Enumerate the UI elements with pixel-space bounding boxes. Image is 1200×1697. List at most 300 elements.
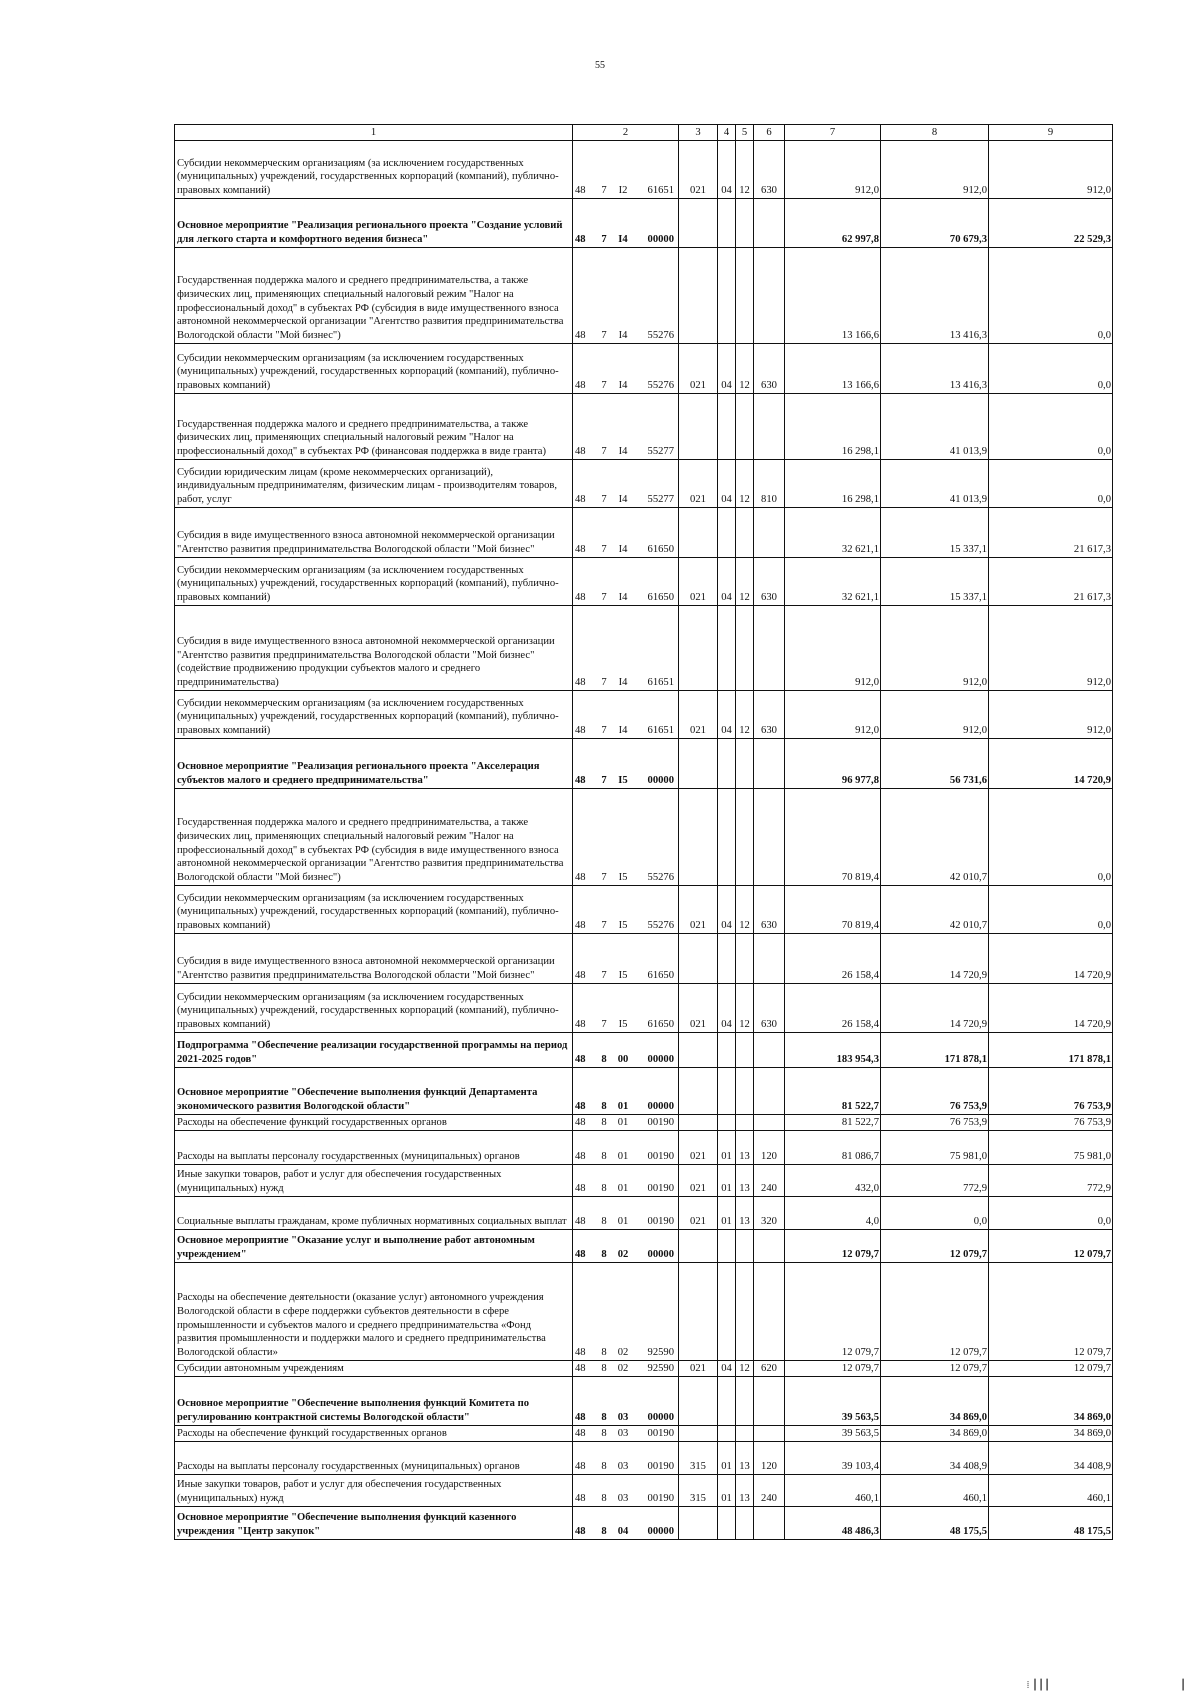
code-part: 48 <box>575 725 586 737</box>
table-row <box>175 460 1113 508</box>
row-subsection-cell <box>736 248 754 344</box>
row-value-9-cell: 34 869,0 <box>989 1377 1113 1426</box>
row-subsection-cell <box>736 1033 754 1068</box>
code-part: 48 <box>575 544 586 556</box>
table-body <box>175 141 1113 1540</box>
row-value-7-cell: 70 819,4 <box>785 886 881 934</box>
code-part: 55276 <box>647 872 674 884</box>
code-part: 48 <box>575 1461 586 1473</box>
code-part: 8 <box>601 1151 607 1163</box>
row-ministry-cell <box>679 1426 718 1442</box>
row-code-cell <box>573 934 679 984</box>
row-ministry-cell <box>679 1507 718 1540</box>
row-expense-type-cell <box>754 1068 785 1115</box>
row-value-7-cell: 39 563,5 <box>785 1426 881 1442</box>
code-parts <box>575 969 674 983</box>
row-expense-type-cell <box>754 606 785 691</box>
row-section-cell: 04 <box>718 691 736 739</box>
row-value-8-cell: 460,1 <box>881 1475 989 1507</box>
row-name-cell: Социальные выплаты гражданам, кроме публичных нормативных социальных выплат <box>175 1197 573 1230</box>
code-part: 8 <box>601 1363 607 1375</box>
table-row <box>175 1377 1113 1426</box>
row-subsection-cell <box>736 1507 754 1540</box>
code-part: 00190 <box>647 1493 674 1505</box>
row-code-cell <box>573 739 679 789</box>
row-subsection-cell: 12 <box>736 558 754 606</box>
row-value-7-cell: 13 166,6 <box>785 344 881 394</box>
code-part: 61650 <box>647 1019 674 1031</box>
row-expense-type-cell <box>754 1507 785 1540</box>
row-value-9-cell: 0,0 <box>989 460 1113 508</box>
row-value-8-cell: 15 337,1 <box>881 558 989 606</box>
table-row <box>175 1165 1113 1197</box>
row-value-7-cell: 32 621,1 <box>785 508 881 558</box>
row-value-7-cell: 26 158,4 <box>785 984 881 1033</box>
code-part: 00 <box>617 1054 629 1066</box>
code-part: 8 <box>601 1428 607 1440</box>
row-value-7-cell: 32 621,1 <box>785 558 881 606</box>
row-name-cell: Субсидии некоммерческим организациям (за исключением государственных (муниципальных) учреждений, государственных корпораций (компаний), публично-правовых компаний) <box>175 886 573 934</box>
row-code-cell <box>573 1131 679 1165</box>
code-part: 55276 <box>647 380 674 392</box>
row-section-cell <box>718 606 736 691</box>
row-section-cell <box>718 1377 736 1426</box>
row-code-cell <box>573 1068 679 1115</box>
code-part: 7 <box>601 872 607 884</box>
row-ministry-cell <box>679 1377 718 1426</box>
row-section-cell <box>718 934 736 984</box>
code-parts <box>575 1182 674 1196</box>
row-value-9-cell: 0,0 <box>989 1197 1113 1230</box>
row-value-9-cell: 171 878,1 <box>989 1033 1113 1068</box>
header-cell: 4 <box>718 125 736 141</box>
row-ministry-cell: 021 <box>679 1165 718 1197</box>
row-expense-type-cell <box>754 1033 785 1068</box>
code-part: 8 <box>601 1526 607 1538</box>
table-row <box>175 1230 1113 1263</box>
code-part: I5 <box>618 775 628 787</box>
code-part: 8 <box>601 1101 607 1113</box>
row-subsection-cell <box>736 1115 754 1131</box>
row-section-cell: 04 <box>718 1361 736 1377</box>
code-part: 48 <box>575 446 586 458</box>
code-parts <box>575 233 674 247</box>
row-value-9-cell: 0,0 <box>989 248 1113 344</box>
code-part: 48 <box>575 494 586 506</box>
row-expense-type-cell <box>754 1230 785 1263</box>
row-ministry-cell <box>679 606 718 691</box>
row-section-cell: 04 <box>718 141 736 199</box>
code-part: 48 <box>575 1412 586 1424</box>
row-section-cell <box>718 248 736 344</box>
code-parts <box>575 1215 674 1229</box>
row-value-7-cell: 183 954,3 <box>785 1033 881 1068</box>
table-row <box>175 1475 1113 1507</box>
row-value-7-cell: 39 103,4 <box>785 1442 881 1475</box>
row-section-cell: 01 <box>718 1442 736 1475</box>
row-subsection-cell: 12 <box>736 886 754 934</box>
code-part: 48 <box>575 677 586 689</box>
budget-table <box>174 124 1113 1540</box>
row-section-cell: 01 <box>718 1197 736 1230</box>
row-value-9-cell: 12 079,7 <box>989 1263 1113 1361</box>
code-parts <box>575 329 674 343</box>
row-code-cell <box>573 789 679 886</box>
row-code-cell <box>573 1165 679 1197</box>
row-section-cell <box>718 1068 736 1115</box>
row-value-9-cell: 0,0 <box>989 789 1113 886</box>
row-value-8-cell: 12 079,7 <box>881 1361 989 1377</box>
row-value-8-cell: 912,0 <box>881 606 989 691</box>
code-part: 00000 <box>647 1054 674 1066</box>
row-section-cell <box>718 199 736 248</box>
code-part: I2 <box>618 185 628 197</box>
row-expense-type-cell <box>754 934 785 984</box>
code-part: 7 <box>601 185 607 197</box>
code-part: 01 <box>617 1183 629 1195</box>
code-parts <box>575 1346 674 1360</box>
code-part: 48 <box>575 970 586 982</box>
code-part: 7 <box>601 725 607 737</box>
row-section-cell: 01 <box>718 1131 736 1165</box>
row-value-9-cell: 14 720,9 <box>989 739 1113 789</box>
table-row <box>175 1131 1113 1165</box>
code-part: 01 <box>617 1151 629 1163</box>
row-subsection-cell <box>736 1230 754 1263</box>
row-code-cell <box>573 199 679 248</box>
table-row <box>175 558 1113 606</box>
row-value-7-cell: 4,0 <box>785 1197 881 1230</box>
row-name-cell: Основное мероприятие "Реализация регионального проекта "Создание условий для легкого старта и комфортного ведения бизнеса" <box>175 199 573 248</box>
code-part: 8 <box>601 1183 607 1195</box>
row-value-7-cell: 12 079,7 <box>785 1263 881 1361</box>
row-section-cell: 04 <box>718 344 736 394</box>
code-part: 8 <box>601 1249 607 1261</box>
row-code-cell <box>573 1426 679 1442</box>
row-ministry-cell: 021 <box>679 141 718 199</box>
code-parts <box>575 724 674 738</box>
code-part: 48 <box>575 1151 586 1163</box>
row-value-9-cell: 76 753,9 <box>989 1115 1113 1131</box>
row-code-cell <box>573 394 679 460</box>
row-value-7-cell: 70 819,4 <box>785 789 881 886</box>
row-name-cell: Расходы на выплаты персоналу государственных (муниципальных) органов <box>175 1442 573 1475</box>
code-part: 00000 <box>647 1249 674 1261</box>
row-subsection-cell: 13 <box>736 1165 754 1197</box>
row-value-9-cell: 76 753,9 <box>989 1068 1113 1115</box>
table-row <box>175 691 1113 739</box>
row-value-7-cell: 912,0 <box>785 691 881 739</box>
row-ministry-cell: 021 <box>679 691 718 739</box>
code-part: 00000 <box>647 1101 674 1113</box>
header-cell: 5 <box>736 125 754 141</box>
row-section-cell <box>718 739 736 789</box>
row-code-cell <box>573 606 679 691</box>
code-part: I4 <box>618 380 628 392</box>
row-value-9-cell: 912,0 <box>989 691 1113 739</box>
row-expense-type-cell <box>754 739 785 789</box>
row-value-9-cell: 14 720,9 <box>989 934 1113 984</box>
row-value-8-cell: 41 013,9 <box>881 460 989 508</box>
code-parts <box>575 871 674 885</box>
table-header-row <box>175 125 1113 141</box>
row-section-cell: 01 <box>718 1165 736 1197</box>
code-part: 48 <box>575 1363 586 1375</box>
row-value-8-cell: 34 869,0 <box>881 1426 989 1442</box>
row-expense-type-cell: 120 <box>754 1131 785 1165</box>
table-row <box>175 1263 1113 1361</box>
row-name-cell: Субсидия в виде имущественного взноса автономной некоммерческой организации "Агентство развития предпринимательства Вологодской области "Мой бизнес" (содействие продвижению продукции субъектов малого и среднего предпринимательства) <box>175 606 573 691</box>
row-value-9-cell: 12 079,7 <box>989 1230 1113 1263</box>
code-part: 48 <box>575 592 586 604</box>
row-value-9-cell: 460,1 <box>989 1475 1113 1507</box>
code-part: 48 <box>575 330 586 342</box>
row-expense-type-cell: 240 <box>754 1165 785 1197</box>
row-ministry-cell: 021 <box>679 1361 718 1377</box>
code-part: I4 <box>618 446 628 458</box>
row-code-cell <box>573 1197 679 1230</box>
code-part: 00000 <box>647 234 674 246</box>
code-part: 03 <box>617 1412 629 1424</box>
row-value-7-cell: 12 079,7 <box>785 1361 881 1377</box>
row-subsection-cell <box>736 394 754 460</box>
code-parts <box>575 1116 674 1130</box>
row-value-7-cell: 62 997,8 <box>785 199 881 248</box>
code-part: 7 <box>601 330 607 342</box>
code-part: 7 <box>601 1019 607 1031</box>
row-name-cell: Основное мероприятие "Обеспечение выполнения функций Департамента экономического развития Вологодской области" <box>175 1068 573 1115</box>
code-part: 00190 <box>647 1428 674 1440</box>
code-part: 00000 <box>647 1526 674 1538</box>
table-row <box>175 1197 1113 1230</box>
row-expense-type-cell <box>754 248 785 344</box>
row-value-7-cell: 912,0 <box>785 606 881 691</box>
row-subsection-cell <box>736 606 754 691</box>
row-code-cell <box>573 141 679 199</box>
code-part: 00190 <box>647 1151 674 1163</box>
code-part: 8 <box>601 1347 607 1359</box>
row-subsection-cell <box>736 1377 754 1426</box>
row-section-cell <box>718 789 736 886</box>
code-part: 7 <box>601 920 607 932</box>
code-part: 8 <box>601 1054 607 1066</box>
row-name-cell: Основное мероприятие "Обеспечение выполнения функций Комитета по регулированию контрактной системы Вологодской области" <box>175 1377 573 1426</box>
row-value-8-cell: 41 013,9 <box>881 394 989 460</box>
code-part: I4 <box>618 677 628 689</box>
table-row <box>175 344 1113 394</box>
header-cell: 3 <box>679 125 718 141</box>
code-parts <box>575 1150 674 1164</box>
table-row <box>175 934 1113 984</box>
code-part: 02 <box>617 1363 629 1375</box>
table-row <box>175 1442 1113 1475</box>
code-part: 04 <box>617 1526 629 1538</box>
code-part: 7 <box>601 775 607 787</box>
row-ministry-cell: 021 <box>679 1131 718 1165</box>
table-row <box>175 886 1113 934</box>
code-part: 7 <box>601 380 607 392</box>
row-value-7-cell: 432,0 <box>785 1165 881 1197</box>
row-name-cell: Субсидии автономным учреждениям <box>175 1361 573 1377</box>
row-value-7-cell: 96 977,8 <box>785 739 881 789</box>
code-part: 48 <box>575 1493 586 1505</box>
code-part: 7 <box>601 234 607 246</box>
code-part: 48 <box>575 1117 586 1129</box>
row-ministry-cell: 021 <box>679 558 718 606</box>
row-value-7-cell: 48 486,3 <box>785 1507 881 1540</box>
row-ministry-cell: 021 <box>679 344 718 394</box>
row-code-cell <box>573 344 679 394</box>
code-part: 48 <box>575 234 586 246</box>
row-expense-type-cell <box>754 1426 785 1442</box>
row-value-7-cell: 16 298,1 <box>785 394 881 460</box>
row-expense-type-cell: 120 <box>754 1442 785 1475</box>
code-part: 03 <box>617 1493 629 1505</box>
code-part: 8 <box>601 1117 607 1129</box>
code-parts <box>575 379 674 393</box>
row-name-cell: Государственная поддержка малого и среднего предпринимательства, а также физических лиц, применяющих специальный налоговый режим "Налог на профессиональный доход" в субъектах РФ (субсидия в виде имущественного взноса автономной некоммерческой организации "Агентство развития предпринимательства Вологодской области "Мой бизнес") <box>175 248 573 344</box>
code-part: 00190 <box>647 1117 674 1129</box>
code-part: 48 <box>575 1054 586 1066</box>
code-parts <box>575 1492 674 1506</box>
row-value-7-cell: 912,0 <box>785 141 881 199</box>
code-parts <box>575 591 674 605</box>
row-value-7-cell: 26 158,4 <box>785 934 881 984</box>
row-value-8-cell: 76 753,9 <box>881 1115 989 1131</box>
row-section-cell: 04 <box>718 460 736 508</box>
row-code-cell <box>573 1263 679 1361</box>
table-row <box>175 1033 1113 1068</box>
code-part: 48 <box>575 872 586 884</box>
row-value-8-cell: 48 175,5 <box>881 1507 989 1540</box>
row-name-cell: Основное мероприятие "Оказание услуг и выполнение работ автономным учреждением" <box>175 1230 573 1263</box>
row-code-cell <box>573 1115 679 1131</box>
row-code-cell <box>573 984 679 1033</box>
scan-mark: ⁞ ┃┃┃ <box>1026 1680 1050 1691</box>
row-code-cell <box>573 1033 679 1068</box>
row-value-8-cell: 75 981,0 <box>881 1131 989 1165</box>
row-expense-type-cell: 630 <box>754 558 785 606</box>
code-part: 7 <box>601 446 607 458</box>
row-name-cell: Субсидии некоммерческим организациям (за исключением государственных (муниципальных) учреждений, государственных корпораций (компаний), публично-правовых компаний) <box>175 141 573 199</box>
row-expense-type-cell: 810 <box>754 460 785 508</box>
row-code-cell <box>573 248 679 344</box>
row-ministry-cell <box>679 394 718 460</box>
code-parts <box>575 774 674 788</box>
code-part: I5 <box>618 970 628 982</box>
row-subsection-cell: 13 <box>736 1442 754 1475</box>
code-part: 48 <box>575 1183 586 1195</box>
code-part: 92590 <box>647 1363 674 1375</box>
code-part: I5 <box>618 1019 628 1031</box>
code-part: 92590 <box>647 1347 674 1359</box>
code-parts <box>575 1100 674 1114</box>
row-name-cell: Расходы на выплаты персоналу государственных (муниципальных) органов <box>175 1131 573 1165</box>
code-part: I4 <box>618 544 628 556</box>
code-part: I4 <box>618 330 628 342</box>
row-expense-type-cell: 320 <box>754 1197 785 1230</box>
table-row <box>175 508 1113 558</box>
code-part: 48 <box>575 1101 586 1113</box>
row-expense-type-cell: 630 <box>754 886 785 934</box>
code-parts <box>575 493 674 507</box>
table-row <box>175 394 1113 460</box>
row-name-cell: Субсидия в виде имущественного взноса автономной некоммерческой организации "Агентство развития предпринимательства Вологодской области "Мой бизнес" <box>175 508 573 558</box>
code-part: 00000 <box>647 775 674 787</box>
row-ministry-cell: 021 <box>679 886 718 934</box>
header-cell: 2 <box>573 125 679 141</box>
row-value-8-cell: 13 416,3 <box>881 248 989 344</box>
row-value-8-cell: 14 720,9 <box>881 934 989 984</box>
row-value-9-cell: 0,0 <box>989 394 1113 460</box>
code-parts <box>575 1411 674 1425</box>
row-expense-type-cell: 620 <box>754 1361 785 1377</box>
row-name-cell: Субсидии некоммерческим организациям (за исключением государственных (муниципальных) учреждений, государственных корпораций (компаний), публично-правовых компаний) <box>175 344 573 394</box>
row-ministry-cell <box>679 508 718 558</box>
code-part: 61651 <box>647 677 674 689</box>
code-parts <box>575 1525 674 1539</box>
code-part: 55276 <box>647 330 674 342</box>
row-ministry-cell <box>679 1263 718 1361</box>
row-value-8-cell: 912,0 <box>881 691 989 739</box>
row-subsection-cell <box>736 508 754 558</box>
row-value-8-cell: 70 679,3 <box>881 199 989 248</box>
row-subsection-cell: 12 <box>736 460 754 508</box>
row-subsection-cell: 13 <box>736 1131 754 1165</box>
row-subsection-cell: 13 <box>736 1475 754 1507</box>
code-part: I4 <box>618 725 628 737</box>
code-parts <box>575 676 674 690</box>
row-subsection-cell <box>736 1426 754 1442</box>
header-cell: 1 <box>175 125 573 141</box>
row-value-9-cell: 14 720,9 <box>989 984 1113 1033</box>
code-parts <box>575 445 674 459</box>
code-part: I5 <box>618 872 628 884</box>
code-part: 48 <box>575 1249 586 1261</box>
code-part: 7 <box>601 544 607 556</box>
row-subsection-cell: 12 <box>736 984 754 1033</box>
row-ministry-cell <box>679 739 718 789</box>
row-name-cell: Основное мероприятие "Реализация регионального проекта "Акселерация субъектов малого и среднего предпринимательства" <box>175 739 573 789</box>
row-value-9-cell: 772,9 <box>989 1165 1113 1197</box>
row-expense-type-cell <box>754 1377 785 1426</box>
row-value-7-cell: 16 298,1 <box>785 460 881 508</box>
code-part: 03 <box>617 1461 629 1473</box>
row-value-8-cell: 76 753,9 <box>881 1068 989 1115</box>
row-section-cell <box>718 1263 736 1361</box>
row-ministry-cell <box>679 1230 718 1263</box>
code-parts <box>575 543 674 557</box>
row-name-cell: Субсидия в виде имущественного взноса автономной некоммерческой организации "Агентство развития предпринимательства Вологодской области "Мой бизнес" <box>175 934 573 984</box>
table-row <box>175 984 1113 1033</box>
row-name-cell: Расходы на обеспечение функций государственных органов <box>175 1115 573 1131</box>
code-part: 02 <box>617 1347 629 1359</box>
scan-mark: ┃ <box>1179 1680 1186 1691</box>
row-name-cell: Иные закупки товаров, работ и услуг для обеспечения государственных (муниципальных) нужд <box>175 1165 573 1197</box>
code-part: 48 <box>575 1019 586 1031</box>
row-ministry-cell <box>679 1033 718 1068</box>
row-value-8-cell: 12 079,7 <box>881 1230 989 1263</box>
row-code-cell <box>573 1442 679 1475</box>
row-value-8-cell: 34 869,0 <box>881 1377 989 1426</box>
row-value-8-cell: 42 010,7 <box>881 789 989 886</box>
table-row <box>175 1426 1113 1442</box>
row-value-7-cell: 13 166,6 <box>785 248 881 344</box>
table-row <box>175 1361 1113 1377</box>
code-part: 61650 <box>647 592 674 604</box>
code-part: 48 <box>575 380 586 392</box>
row-value-9-cell: 22 529,3 <box>989 199 1113 248</box>
